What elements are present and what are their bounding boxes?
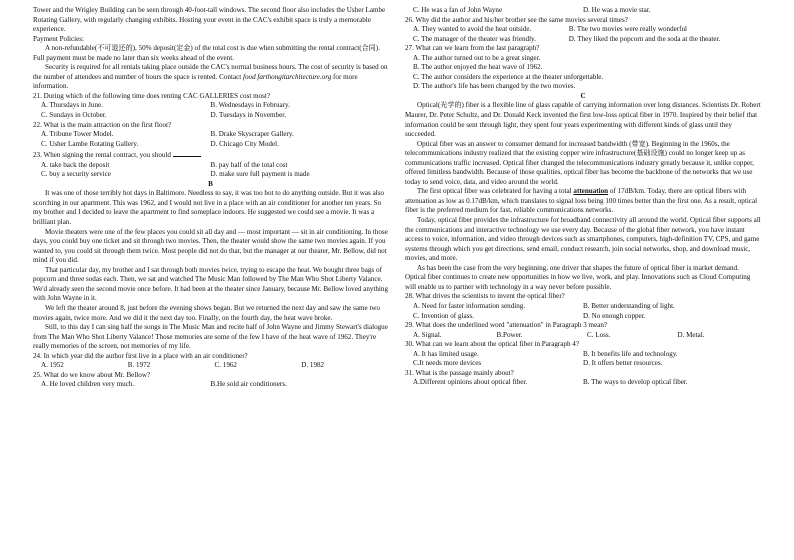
q26-stem: 26. Why did the author and his/her brother see the same movies several times?	[405, 15, 628, 24]
q23-option-c: C. buy a security service	[41, 170, 111, 179]
q26-options-cd	[405, 35, 761, 45]
q28-option-c: C. Invention of glass.	[413, 311, 474, 320]
q25-option-c: C. He was a fan of John Wayne	[413, 6, 503, 14]
q25-option-a: A. He loved children very much.	[41, 380, 135, 389]
q25-options-cd	[405, 6, 761, 16]
q29-option-a: A. Signal.	[413, 330, 442, 339]
q31-stem: 31. What is the passage mainly about?	[405, 368, 514, 377]
q26-option-c: C. The manager of the theater was friendly.	[413, 34, 536, 43]
q30-option-a: A. It has limited usage.	[413, 349, 479, 358]
q29-options	[405, 331, 761, 341]
q30-stem: 30. What can we learn about the optical fiber in Paragraph 4?	[405, 340, 579, 349]
q23-option-d: D. make sure full payment is made	[210, 170, 310, 179]
passage-b-paragraph-1: It was one of those terribly hot days in Baltimore. Needless to say, it was too hot to do anything outside. But it was also scorching in our apartment. This was 1962, and I would not live in a place with an air conditioner for another ten years. So my brother and I decided to leave the apartment to find someplace indoors. He suggested we could see a movie. It was a brilliant plan.	[33, 189, 385, 227]
passage-b-paragraph-5: Still, to this day I can sing half the songs in The Music Man and recite half of John Wayne and Jimmy Stewart's dialogue from The Man Who Shot Liberty Valance! Those memories are some of the few I have of the heat wave of 1962. They're really memories of the screen, not memories of my life.	[33, 323, 388, 351]
q22-option-d: D. Chicago City Model.	[210, 139, 279, 148]
security-paragraph	[33, 63, 388, 92]
q26-option-d: D. They liked the popcorn and the soda at the theater.	[568, 34, 721, 43]
q24-options	[33, 361, 388, 371]
q30-option-c: C.It needs more devices	[413, 359, 482, 368]
q22-stem: 22. What is the main attraction on the first floor?	[33, 120, 172, 129]
q29-option-d: D. Metal.	[677, 330, 705, 339]
q31-options-ab	[405, 378, 761, 388]
q29-stem: 29. What does the underlined word "attenuation" in Paragraph 3 mean?	[405, 321, 608, 330]
q29-option-c: C. Loss.	[586, 330, 611, 339]
right-column	[405, 6, 761, 388]
q23-stem: 23. When signing the rental contract, you should	[33, 151, 171, 160]
q25-option-d: D. He was a movie star.	[583, 6, 651, 14]
q27-option-c: C. The author considers the experience at the theater unforgettable.	[413, 72, 604, 81]
q28-options-ab	[405, 302, 761, 312]
q28-stem: 28. What drives the scientists to invent the optical fiber?	[405, 292, 565, 301]
q21-stem: 21. During which of the following time does renting CAC GALLERIES cost most?	[33, 91, 271, 100]
passage-c-paragraph-3	[405, 187, 761, 216]
q25-stem: 25. What do we know about Mr. Bellow?	[33, 370, 151, 379]
q27-option-d: D. The author's life has been changed by the two movies.	[413, 82, 576, 91]
q30-option-b: B. It benefits life and technology.	[583, 349, 678, 358]
q27-option-a: A. The author turned out to be a great singer.	[413, 53, 541, 62]
q26-option-b: B. The two movies were really wonderful	[568, 25, 688, 34]
q27-stem: 27. What can we learn from the last paragraph?	[405, 44, 540, 53]
deposit-paragraph: A non-refundable(不可退还的), 50% deposit(定金) of the total cost is due when submitting the rental contract(合同). Full payment must be made no later than six weeks ahead of the event.	[33, 44, 380, 62]
security-text: Security is required for all rentals taking place outside the CAC's normal business hours. The cost of security is based on the number of attendees and number of hours the space is rented. Contact	[33, 63, 388, 81]
q31-option-a: A.Different opinions about optical fiber.	[413, 378, 528, 387]
passage-c-paragraph-3-end: of 17dB/km. Today, there are optical fibers with attenuation as low as 0.17dB/km, which translates to signal loss being 100 times better than the first one. As a result, optical fiber is the preferred medium for fast, reliable communications networks.	[405, 187, 758, 215]
q31-option-b: B. The ways to develop optical fiber.	[583, 378, 688, 387]
q22-option-b: B. Drake Skyscraper Gallery.	[210, 130, 294, 139]
q25-options-ab	[33, 380, 388, 390]
passage-c-paragraph-1: Optical(光学的) fiber is a flexible line of glass capable of carrying information over long distances. Scientists Dr. Robert Maurer, Dr. Peter Schultz, and Dr. Donald Keck invented the first low-loss optical fiber in 1970. Inspired by their belief that information could be sent through light, they spent four years experimenting with different kinds of glass until they succeeded.	[405, 101, 761, 139]
q21-options-cd	[33, 111, 388, 121]
q30-option-d: D. It offers better resources.	[583, 359, 663, 368]
security-text-end: for more information.	[33, 72, 358, 91]
payment-policies-heading: Payment Policies:	[33, 34, 85, 43]
q29-option-b: B.Power.	[496, 330, 523, 339]
q21-option-a: A. Thursdays in June.	[41, 101, 103, 110]
q23-option-a: A. take back the deposit	[41, 160, 110, 169]
q30-options-cd	[405, 359, 761, 369]
q23-blank	[173, 149, 201, 157]
q23-options-cd	[33, 170, 388, 180]
q28-option-d: D. No enough copper.	[583, 311, 646, 320]
passage-b-paragraph-3: That particular day, my brother and I sat through both movies twice, trying to escape the heat. We bought three bags of popcorn and three sodas each. Then, we sat and watched The Music Man followed by The Man Who Shot Liberty Valance. We'd already seen the second movie once before. It had been at the theater since January, because Mr. Bellow loved anything with John Wayne in it.	[33, 265, 388, 303]
q22-option-a: A. Tribune Tower Model.	[41, 130, 114, 139]
q28-option-b: B. Better understanding of light.	[583, 301, 675, 310]
q21-option-c: C. Sundays in October.	[41, 111, 107, 120]
underlined-word: attenuation	[573, 187, 609, 196]
q23-stem-line	[33, 149, 388, 161]
q25-option-b: B.He sold air conditioners.	[210, 380, 287, 389]
q24-stem: 24. In which year did the author first live in a place with an air conditioner?	[33, 351, 248, 360]
q28-option-a: A. Need for faster information sending.	[413, 301, 526, 310]
passage-c-paragraph-3-start: The first optical fiber was celebrated for having a total	[417, 187, 574, 196]
q24-option-c: C. 1962	[214, 361, 237, 370]
passage-c-paragraph-4: Today, optical fiber provides the infrastructure for broadband connectivity all around the world. Optical fiber supports all the communications and interactive technology we use every day. Because of the global fiber network, you have instant access to voice, information, and video through devices such as smartphones, computers, high-definition TV, CPS, and game systems through which you get directions, send email, conduct research, join social networks, shop, and download music, movies, and more.	[405, 216, 761, 263]
q24-option-d: D. 1982	[301, 361, 325, 370]
passage-c-paragraph-5: As has been the case from the very beginning, one driver that shapes the future of optical fiber is market demand. Optical fiber continues to create new opportunities in how we live, work, and play. Innovations such as Cloud Computing will enable us to partner with technology in a way never before possible.	[405, 263, 751, 291]
q22-options-cd	[33, 140, 388, 150]
passage-b-paragraph-4: We left the theater around 8, just before the evening shows began. But we returned the next day and saw the same two movies again, twice more. And we did it the next day too. Finally, on the fourth day, the heat wave broke.	[33, 303, 381, 322]
passage-c-paragraph-2: Optical fiber was an answer to consumer demand for increased bandwidth (带宽). Beginning in the 1960s, the telecommunications industry realized that the existing copper wire infrastructure(基础设施) could no longer keep up as communications traffic increased. Optical fiber changed the telecommunications industry greatly because it, unlike copper, offered limitless bandwidth. Because of those qualities, optical fiber has become the backbone of the networks that we use today to send voice, data, and video around the world.	[405, 139, 755, 186]
q24-option-a: A. 1952	[41, 361, 64, 370]
q23-options-ab	[33, 161, 388, 171]
q21-options-ab	[33, 101, 388, 111]
section-b-heading: B	[208, 179, 213, 188]
q21-option-d: D. Tuesdays in November.	[210, 111, 286, 120]
q22-option-c: C. Usher Lambe Rotating Gallery.	[41, 139, 139, 148]
q26-option-a: A. They wanted to avoid the heat outside.	[413, 25, 532, 34]
q28-options-cd	[405, 312, 761, 322]
gallery-paragraph: Tower and the Wrigley Building can be seen through 40-foot-tall windows. The second floor also includes the Usher Lambe Rotating Gallery, with regularly changing exhibits. Hosting your event in the CAC's exhibit space is truly a memorable experience.	[33, 6, 386, 34]
q27-option-b: B. The author enjoyed the heat wave of 1962.	[413, 63, 543, 72]
q21-option-b: B. Wednesdays in February.	[210, 101, 290, 110]
q23-option-b: B. pay half of the total cost	[210, 160, 288, 169]
left-column	[33, 6, 388, 390]
q30-options-ab	[405, 350, 761, 360]
passage-b-paragraph-2: Movie theaters were one of the few places you could sit all day and — most important — sit in air conditioning. In those days, you could buy one ticket and sit through two movies. Then, the theater would show the same two movies again. If you wanted to, you could sit through them twice. Most people did not do that, but the manager at our theater, Mr. Bellow, did not mind if you did.	[33, 227, 388, 265]
q24-option-b: B. 1972	[127, 361, 151, 370]
q26-options-ab	[405, 25, 761, 35]
contact-email: food farthongitarchitecture.org	[243, 72, 332, 81]
q22-options-ab	[33, 130, 388, 140]
section-c-heading: C	[580, 91, 586, 100]
